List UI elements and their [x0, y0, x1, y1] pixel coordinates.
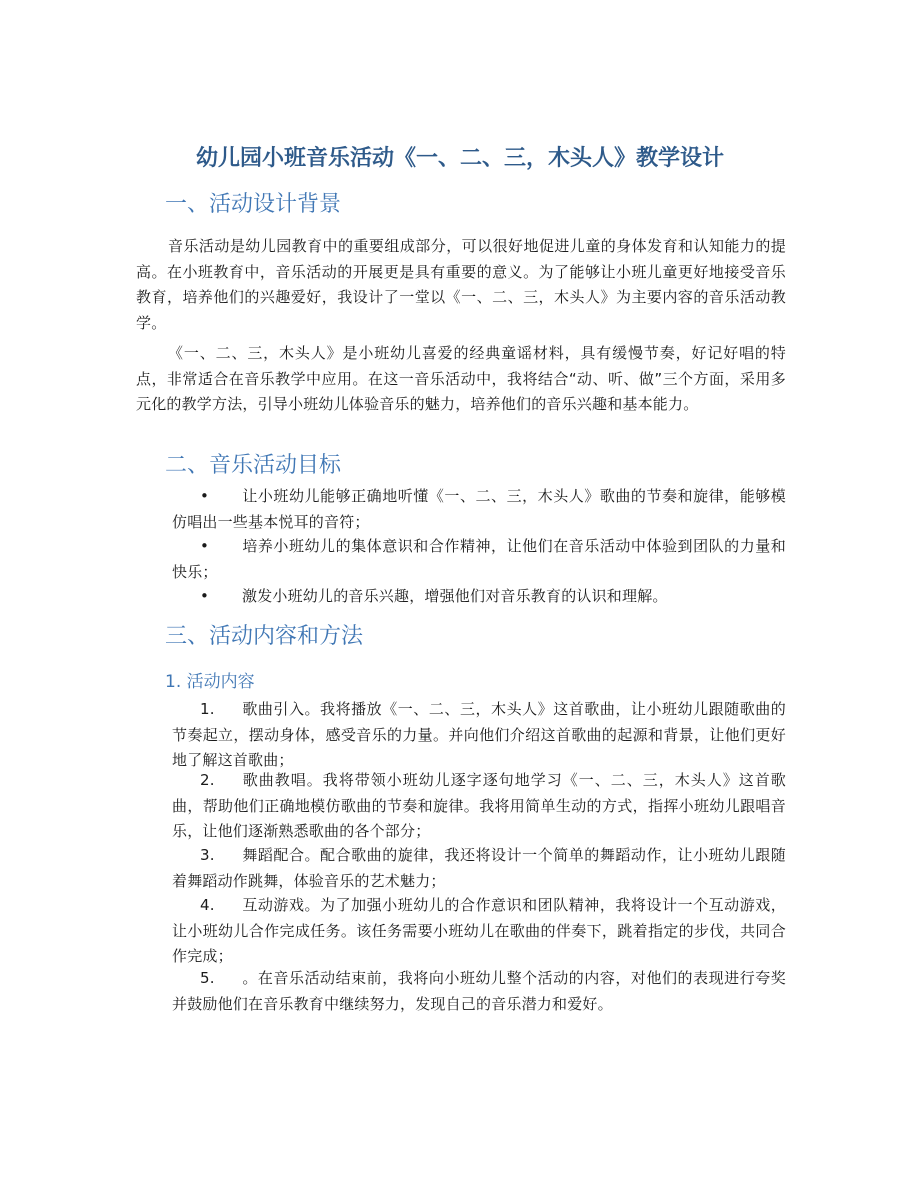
- list-number: 1.: [200, 700, 215, 718]
- content-list-item: [172, 893, 786, 970]
- document-title: 幼儿园小班音乐活动《一、二、三，木头人》教学设计: [195, 146, 724, 171]
- goal-bullet-item: [172, 484, 786, 535]
- subsection-heading-content: 1. 活动内容: [165, 672, 255, 692]
- content-list-item: [172, 768, 786, 845]
- content-list-text: 歌曲引入。我将播放《一、二、三，木头人》这首歌曲，让小班幼儿跟随歌曲的节奏起立，摆动身体，感受音乐的力量。并向他们介绍这首歌曲的起源和背景，让他们更好地了解这首歌曲；: [172, 700, 786, 769]
- bullet-marker: •: [200, 487, 210, 505]
- goal-bullet-item: [172, 534, 786, 585]
- section-heading-background: 一、活动设计背景: [165, 192, 342, 217]
- bullet-marker: •: [200, 537, 210, 555]
- section-heading-goals: 二、音乐活动目标: [165, 453, 342, 478]
- content-list-text: 。在音乐活动结束前，我将向小班幼儿整个活动的内容，对他们的表现进行夸奖并鼓励他们在音乐教育中继续努力，发现自己的音乐潜力和爱好。: [172, 969, 786, 1013]
- background-paragraph-1: 音乐活动是幼儿园教育中的重要组成部分，可以很好地促进儿童的身体发育和认知能力的提高。在小班教育中，音乐活动的开展更是具有重要的意义。为了能够让小班儿童更好地接受音乐教育，培养他们的兴趣爱好，我设计了一堂以《一、二、三，木头人》为主要内容的音乐活动教学。: [136, 237, 786, 332]
- content-list-item: [172, 843, 786, 894]
- list-number: 2.: [200, 771, 215, 789]
- goal-bullet-text: 让小班幼儿能够正确地听懂《一、二、三，木头人》歌曲的节奏和旋律，能够模仿唱出一些基本悦耳的音符；: [172, 487, 786, 531]
- content-list-item: [172, 697, 786, 774]
- background-paragraph-2: 《一、二、三，木头人》是小班幼儿喜爱的经典童谣材料，具有缓慢节奏，好记好唱的特点，非常适合在音乐教学中应用。在这一音乐活动中，我将结合“动、听、做”三个方面，采用多元化的教学方法，引导小班幼儿体验音乐的魅力，培养他们的音乐兴趣和基本能力。: [136, 344, 786, 413]
- list-number: 5.: [200, 969, 215, 987]
- goal-bullet-text: 培养小班幼儿的集体意识和合作精神，让他们在音乐活动中体验到团队的力量和快乐；: [172, 537, 786, 581]
- list-number: 4.: [200, 896, 215, 914]
- content-list-text: 歌曲教唱。我将带领小班幼儿逐字逐句地学习《一、二、三，木头人》这首歌曲，帮助他们正确地模仿歌曲的节奏和旋律。我将用简单生动的方式，指挥小班幼儿跟唱音乐，让他们逐渐熟悉歌曲的各个部分；: [172, 771, 786, 840]
- bullet-marker: •: [200, 587, 210, 605]
- goal-bullet-text: 激发小班幼儿的音乐兴趣，增强他们对音乐教育的认识和理解。: [242, 587, 668, 605]
- content-list-text: 互动游戏。为了加强小班幼儿的合作意识和团队精神，我将设计一个互动游戏，让小班幼儿合作完成任务。该任务需要小班幼儿在歌曲的伴奏下，跳着指定的步伐，共同合作完成；: [172, 896, 786, 965]
- list-number: 3.: [200, 846, 215, 864]
- section-heading-content-methods: 三、活动内容和方法: [165, 624, 364, 649]
- content-list-text: 舞蹈配合。配合歌曲的旋律，我还将设计一个简单的舞蹈动作，让小班幼儿跟随着舞蹈动作跳舞，体验音乐的艺术魅力；: [172, 846, 786, 890]
- content-list-item: [172, 966, 786, 1017]
- goal-bullet-item: [172, 584, 786, 610]
